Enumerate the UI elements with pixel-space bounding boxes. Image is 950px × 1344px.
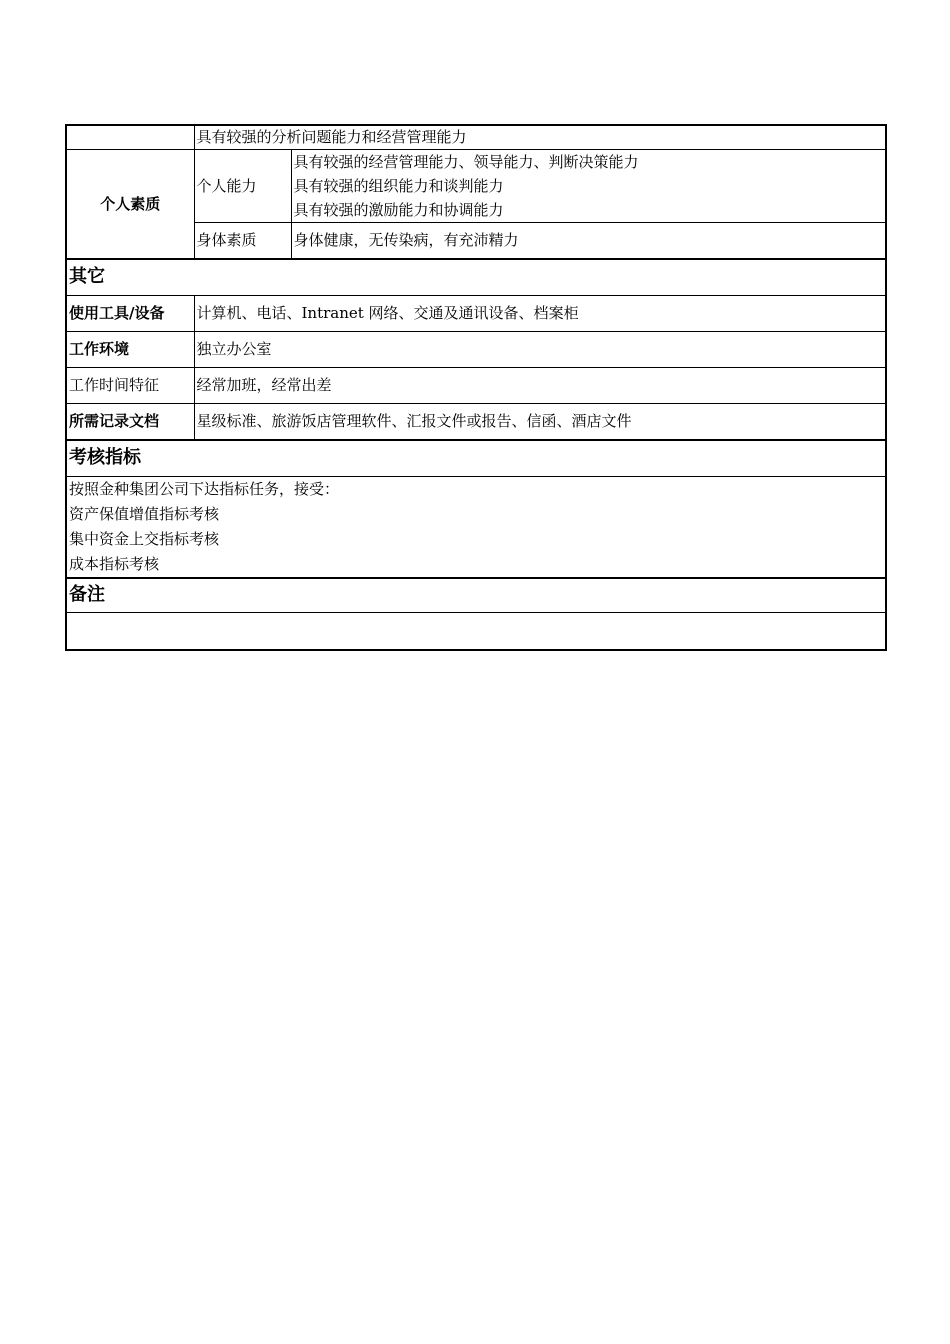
personal-ability-label: 个人能力 (194, 149, 291, 222)
physical-label: 身体素质 (194, 222, 291, 259)
assessment-content-row (66, 476, 886, 578)
other-row (66, 295, 886, 331)
other-section-title: 其它 (66, 259, 886, 295)
assessment-section-title: 考核指标 (66, 440, 886, 476)
qualities-top-row (66, 125, 886, 149)
tools-value: 计算机、电话、Intranet 网络、交通及通讯设备、档案柜 (194, 295, 886, 331)
personal-ability-line: 具有较强的激励能力和协调能力 (293, 200, 504, 219)
physical-text: 身体健康，无传染病，有充沛精力 (291, 222, 886, 259)
job-description-sheet (65, 124, 885, 651)
documents-label: 所需记录文档 (66, 403, 194, 440)
remarks-section-title: 备注 (66, 578, 886, 613)
personal-ability-line: 具有较强的组织能力和谈判能力 (293, 176, 504, 195)
work-time-label: 工作时间特征 (66, 367, 194, 403)
assessment-line: 集中资金上交指标考核 (69, 529, 220, 548)
other-row (66, 403, 886, 440)
remarks-content-row (66, 613, 886, 650)
analysis-ability-text: 具有较强的分析问题能力和经营管理能力 (194, 125, 886, 149)
assessment-content (66, 476, 886, 578)
environment-label: 工作环境 (66, 331, 194, 367)
personal-qualities-label: 个人素质 (66, 149, 194, 259)
work-time-value: 经常加班，经常出差 (194, 367, 886, 403)
job-description-table (65, 124, 887, 651)
environment-value: 独立办公室 (194, 331, 886, 367)
other-row (66, 367, 886, 403)
personal-ability-row (66, 149, 886, 222)
empty-label-cell (66, 125, 194, 149)
assessment-line: 按照金种集团公司下达指标任务，接受： (69, 479, 340, 498)
other-row (66, 331, 886, 367)
tools-label: 使用工具/设备 (66, 295, 194, 331)
remarks-section-row (66, 578, 886, 613)
personal-ability-line: 具有较强的经营管理能力、领导能力、判断决策能力 (293, 152, 639, 171)
assessment-section-row (66, 440, 886, 476)
remarks-content (66, 613, 886, 650)
other-section-row (66, 259, 886, 295)
assessment-line: 成本指标考核 (69, 554, 160, 573)
documents-value: 星级标准、旅游饭店管理软件、汇报文件或报告、信函、酒店文件 (194, 403, 886, 440)
personal-ability-list (291, 149, 886, 222)
assessment-line: 资产保值增值指标考核 (69, 504, 220, 523)
